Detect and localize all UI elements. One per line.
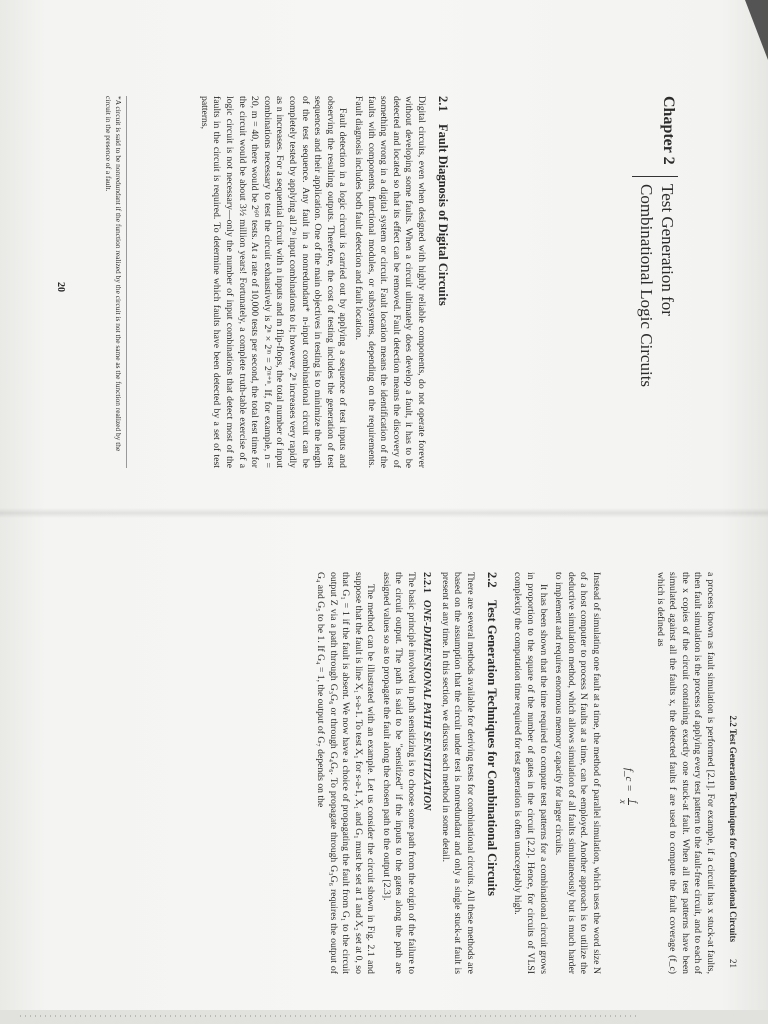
section-title: Fault Diagnosis of Digital Circuits	[436, 124, 450, 306]
running-head-title: 2.2 Test Generation Techniques for Combinational Circuits	[728, 715, 738, 942]
body-paragraph: a process known as fault simulation is performed [2.1]. For example, if a circuit has x stuck-at faults, then fault simulation is the process of applying every test pattern to the fault-free circuit, and to each of the x copies of the circuit containing exactly one stuck-at fault. When all test patterns have been simulated against all the faults x, the detected faults f are used to compute the fault coverage (f_c) which is defined as	[654, 572, 716, 974]
chapter-title	[636, 184, 678, 476]
chapter-heading	[632, 96, 678, 476]
body-paragraph: The method can be illustrated with an example. Let us consider the circuit shown in Fig. 2.1 and suppose that the fault is line X₁ s-a-1. To test X₁ for s-a-1, X₁ and G₁ must be set at 1 and X₂ set at 0, so that G₁ = 1 if the fault is absent. We now have a choice of propagating the fault from G₁ to the circuit output Z via a path through G₃G₆ or through G₄G₆. To propagate through G₃G₆ requires the output of G₄ and G₅ to be 1. If G₄ = 1, the output of G₇ depends on the	[314, 572, 377, 974]
running-head	[728, 572, 738, 974]
section-number: 2.1	[436, 96, 450, 112]
subsection-title: ONE-DIMENSIONAL PATH SENSITIZATION	[421, 600, 433, 811]
equation-denominator: x	[618, 799, 629, 804]
section-number: 2.2	[484, 572, 499, 588]
body-paragraph: It has been shown that the time required to compute test patterns for a combinational circuit grows in proportion to the square of the number of gates in the circuit [2.2]. Hence, for circuits of VLSI complexity the computation time required for test generation is often unacceptably high.	[512, 572, 549, 974]
chapter-title-line-2: Combinational Logic Circuits	[637, 184, 656, 388]
subsection-number: 2.2.1	[421, 572, 433, 593]
chapter-title-line-1: Test Generation for	[658, 184, 677, 316]
section-heading	[435, 96, 450, 468]
equation-numerator: f	[629, 800, 640, 803]
body-paragraph: Instead of simulating one fault at a time, the method of parallel simulation, which uses the word size N of a host computer to process N faults at a time, can be employed. Another approach is to utilize the deductive simulation method, which allows simulation of all faults simultaneously but is much harder to implement and requires enormous memory capacity for larger circuits.	[553, 572, 603, 974]
equation-fraction	[618, 798, 639, 805]
page-number: 21	[728, 959, 738, 968]
section-heading	[484, 572, 499, 974]
page-number: 20	[55, 282, 66, 292]
subsection-heading	[421, 572, 432, 974]
right-page	[0, 512, 768, 1024]
section-title: Test Generation Techniques for Combinational Circuits	[484, 600, 499, 896]
section-2-1	[194, 96, 450, 468]
body-paragraph: Digital circuits, even when designed with highly reliable components, do not operate forever without developing some faults. When a circuit ultimately does develop a fault, it has to be detected and located so that its effect can be removed. Fault detection means the discovery of something wrong in a digital system or circuit. Fault location means the identification of the faults with components, functional modules, or subsystems, depending on the requirements. Fault diagnosis includes both fault detection and fault location.	[353, 96, 427, 468]
chapter-label: Chapter 2	[632, 96, 678, 177]
body-paragraph: Fault detection in a logic circuit is carried out by applying a sequence of test inputs and observing the resulting outputs. Therefore, the cost of testing includes the generation of test sequences and their application. One of the main objectives in testing is to minimize the length of the test sequence. Any fault in a nonredundant* n-input combinational circuit can be completely tested by applying all 2ⁿ input combinations to it; however, 2ⁿ increases very rapidly as n increases. For a sequential circuit with n inputs and m flip-flops, the total number of input combinations necessary to test the circuit exhaustively is 2ⁿ × 2ᵐ = 2ᵐ⁺ⁿ. If, for example, n = 20, m = 40, there would be 2⁶⁰ tests. At a rate of 10,000 tests per second, the total test time for the circuit would be about 3½ million years! Fortunately, a complete truth-table exercise of a logic circuit is not necessary—only the number of input combinations that detect most of the faults in the circuit is required. To determine which faults have been detected by a set of test patterns,	[198, 96, 349, 468]
equation-lhs: f_c =	[623, 768, 635, 792]
body-paragraph: The basic principle involved in path sensitizing is to choose some path from the origin of the failure to the circuit output. The path is said to be "sensitized" if the inputs to the gates along the path are assigned values so as to propagate the fault along the chosen path to the output [2.3].	[380, 572, 418, 974]
right-column	[310, 572, 716, 974]
footnote: *A circuit is said to be nonredundant if the function realized by the circuit is not the same as the function realized by the circuit in the presence of a fault.	[104, 96, 127, 468]
fault-coverage-equation	[618, 768, 639, 974]
body-paragraph: There are several methods available for deriving tests for combinational circuits. All these methods are based on the assumption that the circuit under test is nonredundant and only a single stuck-at fault is present at any time. In this section, we discuss each method in some detail.	[439, 572, 476, 974]
